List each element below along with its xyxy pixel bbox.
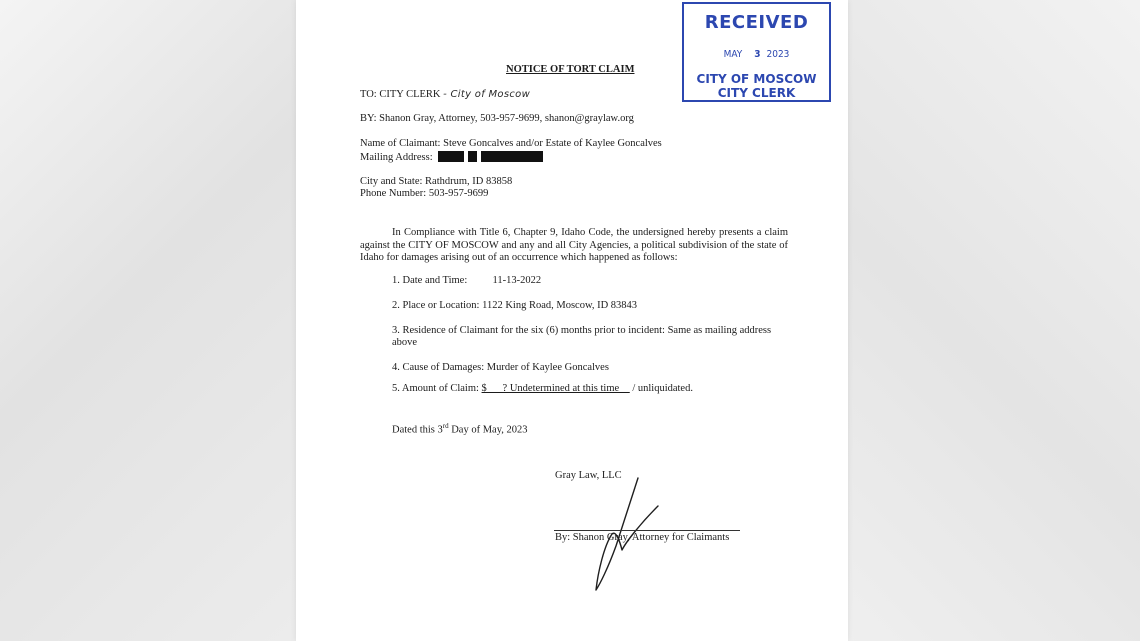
background-right [840, 0, 1140, 641]
item-1-label: 1. Date and Time: [392, 275, 468, 286]
stamp-city [684, 72, 829, 100]
claim-paragraph [360, 227, 788, 265]
item-5-amount: $___? Undetermined at this time__ [481, 383, 630, 394]
stamp-month: MAY [723, 49, 743, 60]
to-handwritten: - City of Moscow [443, 89, 531, 100]
redaction-block [468, 151, 477, 162]
item-5 [392, 383, 693, 395]
dated-line [392, 420, 528, 437]
item-3-line2: above [392, 337, 418, 348]
item-2: 2. Place or Location: 1122 King Road, Moscow, ID 83843 [392, 300, 638, 311]
stamp-date [684, 49, 829, 60]
stamp-line2: CITY CLERK [717, 86, 796, 100]
dated-sup: rd [442, 422, 449, 430]
dated-suffix: Day of May, 2023 [448, 424, 528, 436]
item-4: 4. Cause of Damages: Murder of Kaylee Goncalves [392, 362, 609, 373]
stamp-year: 2023 [766, 49, 790, 60]
claimant-name: Name of Claimant: Steve Goncalves and/or Estate of Kaylee Goncalves [360, 138, 662, 149]
item-1 [392, 275, 541, 287]
item-1-value: 11-13-2022 [492, 275, 542, 286]
item-3-line1: 3. Residence of Claimant for the six (6) months prior to incident: Same as mailing address [392, 325, 772, 336]
to-line [360, 89, 530, 101]
redaction-block [438, 151, 464, 162]
item-5-label: 5. Amount of Claim: [392, 383, 479, 394]
stamp-day: 3 [754, 49, 761, 60]
signed-by: By: Shanon Gray, Attorney for Claimants [555, 532, 730, 543]
mailing-address [360, 151, 547, 164]
item-5-suffix: / unliquidated. [632, 383, 693, 394]
by-line: BY: Shanon Gray, Attorney, 503-957-9699, shanon@graylaw.org [360, 113, 634, 124]
stamp-line1: CITY OF MOSCOW [696, 72, 817, 86]
dated-prefix: Dated this 3 [392, 424, 443, 436]
to-label: TO: CITY CLERK [360, 89, 441, 100]
document-title: NOTICE OF TORT CLAIM [506, 64, 635, 75]
received-stamp [682, 2, 831, 102]
background-left [0, 0, 300, 641]
phone-number: Phone Number: 503-957-9699 [360, 188, 489, 199]
claim-paragraph-text: In Compliance with Title 6, Chapter 9, Idaho Code, the undersigned hereby presents a claim against the CITY OF MOSCOW and any and all City Agencies, a political subdivision of the state of Idaho for damages arising out of an occurrence which happened as follows: [360, 227, 788, 263]
city-state: City and State: Rathdrum, ID 83858 [360, 176, 513, 187]
signature-line [554, 530, 740, 531]
redaction-block [481, 151, 543, 162]
mailing-label: Mailing Address: [360, 152, 433, 163]
document-page [296, 0, 848, 641]
firm-name: Gray Law, LLC [555, 470, 622, 481]
stamp-title: RECEIVED [704, 12, 809, 33]
